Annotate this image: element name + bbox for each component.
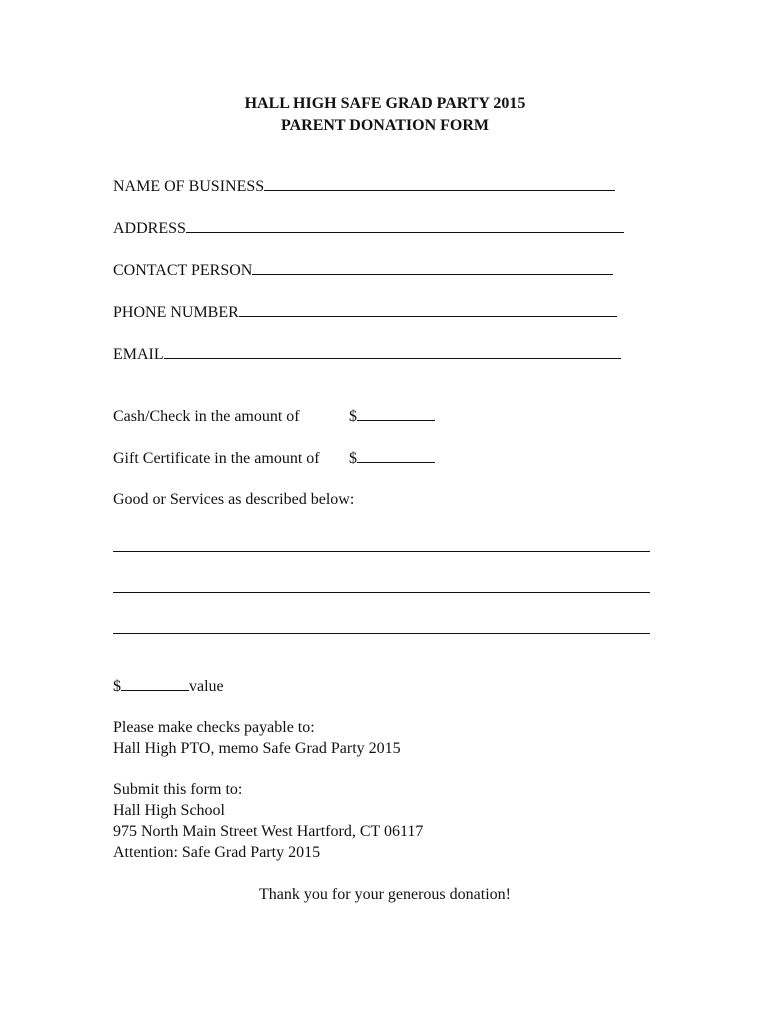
phone-number-label: PHONE NUMBER <box>113 304 239 321</box>
address-label: ADDRESS <box>113 220 186 237</box>
goods-description-line-1[interactable] <box>113 551 650 552</box>
goods-services-label: Good or Services as described below: <box>113 491 355 508</box>
submit-address: 975 North Main Street West Hartford, CT 06117 <box>113 823 424 840</box>
goods-description-line-3[interactable] <box>113 633 650 634</box>
contact-person-blank[interactable] <box>252 261 613 275</box>
business-name-blank[interactable] <box>264 177 615 191</box>
submit-school: Hall High School <box>113 802 225 819</box>
form-subtitle: PARENT DONATION FORM <box>281 117 489 134</box>
form-title: HALL HIGH SAFE GRAD PARTY 2015 <box>244 95 526 112</box>
cash-check-field[interactable] <box>113 407 300 427</box>
payment-payee: Hall High PTO, memo Safe Grad Party 2015 <box>113 740 401 757</box>
contact-person-label: CONTACT PERSON <box>113 262 253 279</box>
submit-instruction: Submit this form to: <box>113 781 243 798</box>
submit-attention: Attention: Safe Grad Party 2015 <box>113 844 321 861</box>
email-blank[interactable] <box>164 345 621 359</box>
contact-person-field[interactable] <box>113 261 613 281</box>
phone-number-field[interactable] <box>113 303 617 323</box>
address-field[interactable] <box>113 219 624 239</box>
goods-description-line-2[interactable] <box>113 592 650 593</box>
gift-amount-blank[interactable] <box>357 449 435 463</box>
thank-you-note: Thank you for your generous donation! <box>259 886 511 903</box>
gift-currency-symbol: $ <box>349 450 357 467</box>
address-blank[interactable] <box>186 219 624 233</box>
email-field[interactable] <box>113 345 621 365</box>
gift-certificate-field[interactable] <box>113 449 320 469</box>
gift-certificate-label: Gift Certificate in the amount of <box>113 450 320 467</box>
business-name-field[interactable] <box>113 177 615 197</box>
goods-value-field[interactable] <box>113 677 224 697</box>
email-label: EMAIL <box>113 346 164 363</box>
gift-amount-field[interactable] <box>349 449 435 469</box>
value-label: value <box>189 678 224 695</box>
payment-instruction: Please make checks payable to: <box>113 719 315 736</box>
business-name-label: NAME OF BUSINESS <box>113 178 265 195</box>
phone-number-blank[interactable] <box>239 303 617 317</box>
cash-amount-field[interactable] <box>349 407 435 427</box>
goods-value-blank[interactable] <box>121 677 189 691</box>
value-currency-symbol: $ <box>113 678 121 695</box>
cash-amount-blank[interactable] <box>357 407 435 421</box>
cash-check-label: Cash/Check in the amount of <box>113 408 300 425</box>
cash-currency-symbol: $ <box>349 408 357 425</box>
